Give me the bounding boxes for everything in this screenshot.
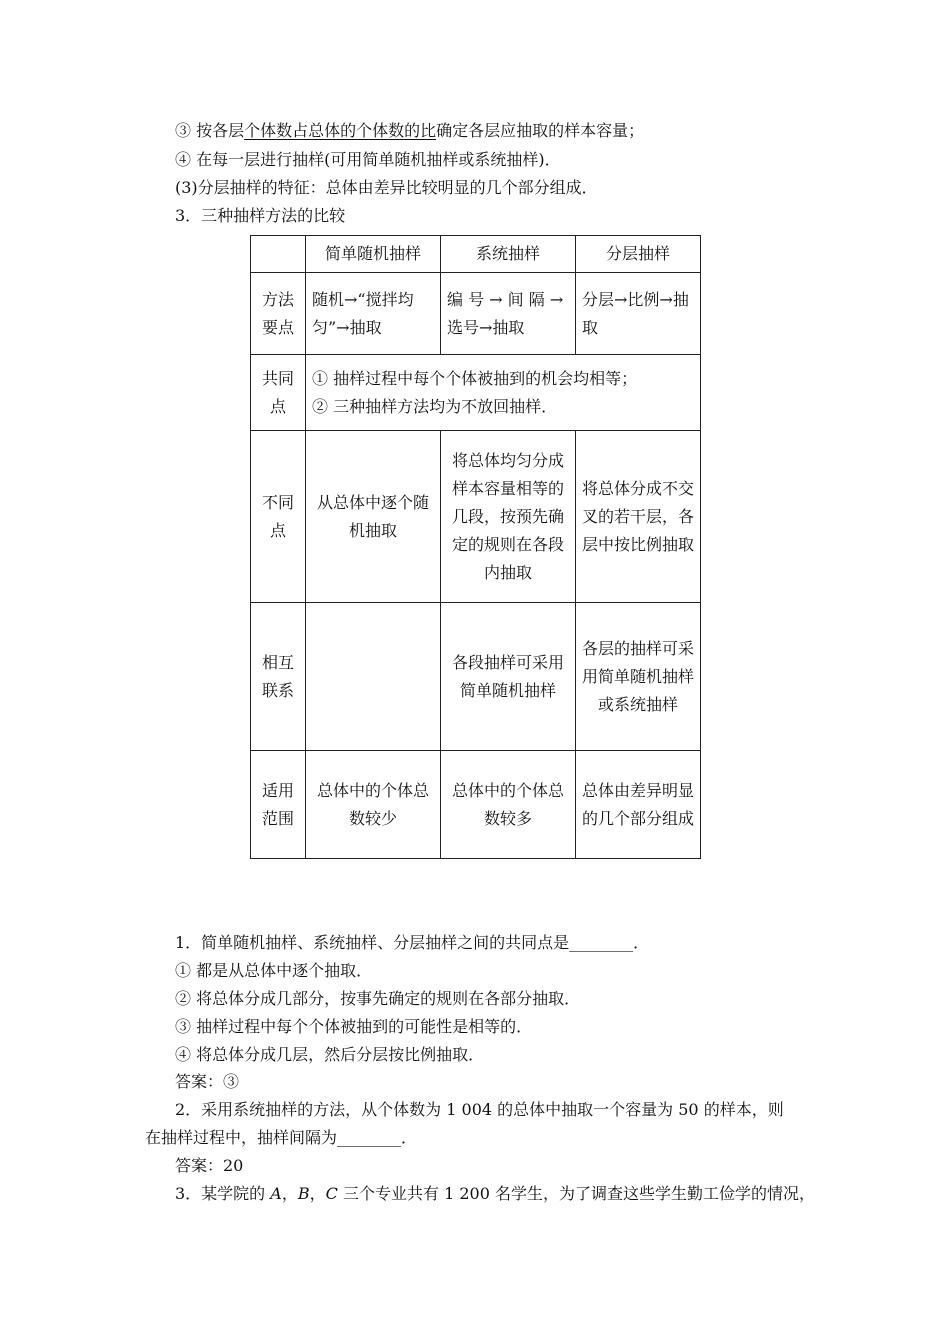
row-label-difference: 不同点	[251, 431, 306, 603]
row-label-relation: 相互联系	[251, 603, 306, 751]
scope-systematic: 总体中的个体总数较多	[441, 751, 576, 859]
diff-systematic: 将总体均匀分成样本容量相等的几段，按预先确定的规则在各段内抽取	[441, 431, 576, 603]
question-1: 1．简单随机抽样、系统抽样、分层抽样之间的共同点是________．	[175, 933, 650, 952]
method-systematic: 编 号 → 间 隔 → 选号→抽取	[441, 273, 576, 355]
relation-simple	[306, 603, 441, 751]
relation-systematic: 各段抽样可采用简单随机抽样	[441, 603, 576, 751]
item-3-prefix: ③ 按各层	[175, 121, 245, 140]
table-row-difference	[251, 431, 701, 603]
row-label-method: 方法要点	[251, 273, 306, 355]
question-2-line-2: 在抽样过程中，抽样间隔为________．	[145, 1128, 418, 1147]
answer-2: 答案：20	[175, 1156, 244, 1175]
item-3-line	[175, 120, 644, 142]
question-3-line-1	[175, 1183, 815, 1205]
question-2-line-1: 2．采用系统抽样的方法，从个体数为 1 004 的总体中抽取一个容量为 50 的样本，则	[175, 1100, 784, 1119]
row-label-common: 共同点	[251, 355, 306, 431]
method-simple: 随机→“搅拌均匀”→抽取	[306, 273, 441, 355]
scope-simple: 总体中的个体总数较少	[306, 751, 441, 859]
question-1-option-2: ② 将总体分成几部分，按事先确定的规则在各部分抽取．	[175, 989, 581, 1008]
table-row-common	[251, 355, 701, 431]
comparison-table	[250, 235, 701, 859]
relation-stratified: 各层的抽样可采用简单随机抽样或系统抽样	[576, 603, 701, 751]
question-1-option-3: ③ 抽样过程中每个个体被抽到的可能性是相等的．	[175, 1017, 533, 1036]
question-1-option-4: ④ 将总体分成几层，然后分层按比例抽取．	[175, 1045, 485, 1064]
scope-stratified: 总体由差异明显的几个部分组成	[576, 751, 701, 859]
common-cell	[306, 355, 701, 431]
separator-1: ，	[281, 1184, 298, 1203]
major-a: A	[270, 1184, 282, 1203]
header-simple: 简单随机抽样	[306, 236, 441, 273]
question-3-prefix: 3．某学院的	[175, 1184, 271, 1203]
table-row-relation	[251, 603, 701, 751]
header-empty-cell	[251, 236, 306, 273]
diff-simple: 从总体中逐个随机抽取	[306, 431, 441, 603]
table-row-method	[251, 273, 701, 355]
question-1-option-1: ① 都是从总体中逐个抽取．	[175, 961, 373, 980]
row-label-scope: 适用范围	[251, 751, 306, 859]
header-systematic: 系统抽样	[441, 236, 576, 273]
separator-2: ，	[309, 1184, 326, 1203]
table-header-row	[251, 236, 701, 273]
common-line-2: ② 三种抽样方法均为不放回抽样．	[312, 396, 558, 416]
method-stratified: 分层→比例→抽取	[576, 273, 701, 355]
major-b: B	[297, 1184, 310, 1203]
common-line-1: ① 抽样过程中每个个体被抽到的机会均相等；	[312, 368, 638, 388]
header-stratified: 分层抽样	[576, 236, 701, 273]
item-3-underlined: 个体数占总体的个体数的比	[244, 121, 437, 140]
major-c: C	[325, 1184, 338, 1203]
diff-stratified: 将总体分成不交叉的若干层，各层中按比例抽取	[576, 431, 701, 603]
feature-line: (3)分层抽样的特征：总体由差异比较明显的几个部分组成．	[175, 178, 598, 197]
answer-1: 答案：③	[175, 1072, 240, 1091]
item-4-line: ④ 在每一层进行抽样(可用简单随机抽样或系统抽样)．	[175, 150, 561, 169]
question-3-suffix: 三个专业共有 1 200 名学生，为了调查这些学生勤工俭学的情况，	[337, 1184, 815, 1203]
table-row-scope	[251, 751, 701, 859]
section-3-heading: 3．三种抽样方法的比较	[175, 206, 346, 225]
item-3-suffix: 确定各层应抽取的样本容量；	[436, 121, 645, 140]
